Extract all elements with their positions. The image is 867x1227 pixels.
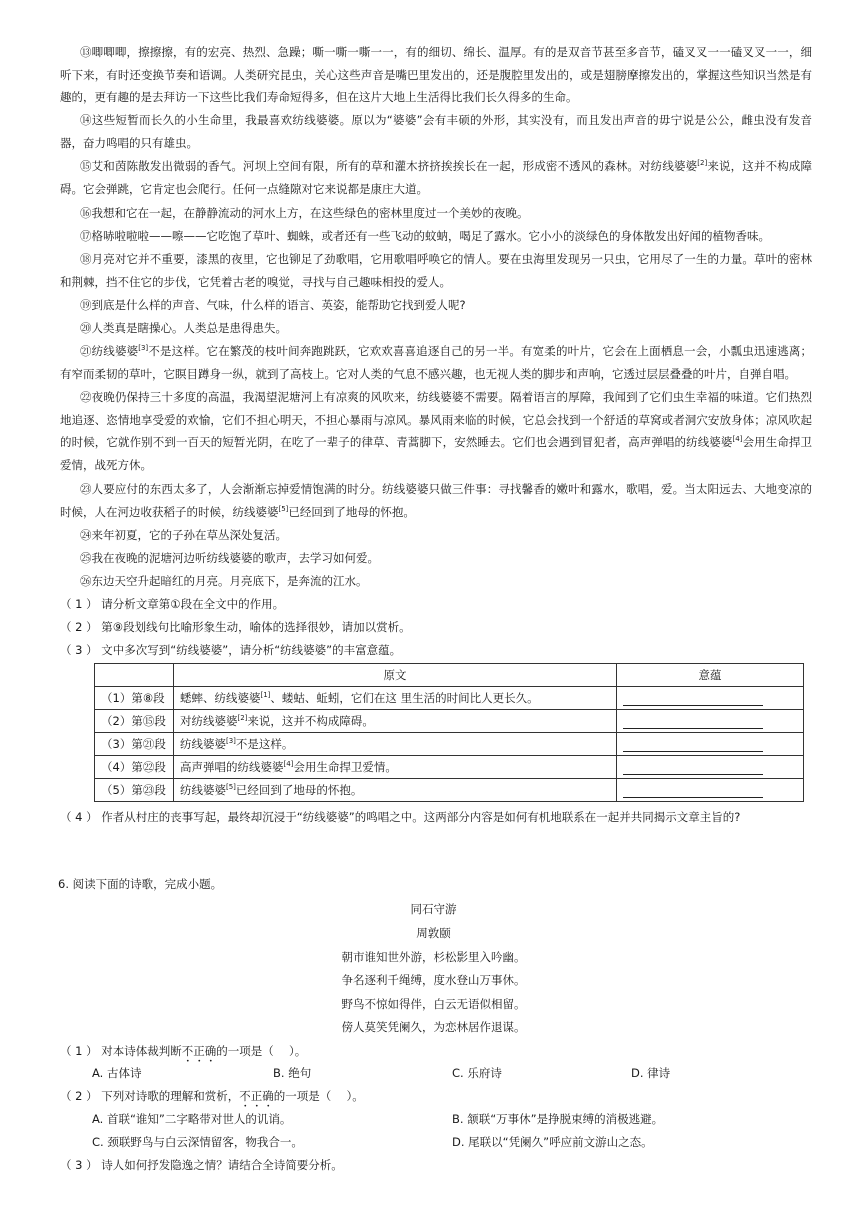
table-header-cell: 原文 <box>174 664 617 687</box>
paragraph-13: ⑬唧唧唧，擦擦擦，有的宏亮、热烈、急躁；嘶一嘶一嘶一一，有的细切、绵长、温厚。有的是双音节甚至多音节，磕叉叉一一磕叉叉一一，细听下来，有时还变换节奏和语调。人类研究昆虫，关心这些声音是嘴巴里发出的，还是腹腔里发出的，或是翅膀摩擦发出的，掌握这些知识当然是有趣的，更有趣的是去拜访一下这些比我们寿命短得多，但在这片大地上生活得比我们长久得多的生命。 <box>60 45 812 104</box>
paragraph-18: ⑱月亮对它并不重要，漆黑的夜里，它也铆足了劲歌唱，它用歌唱呼唤它的情人。要在虫海里发现另一只虫，它用尽了一生的力量。草叶的密林和荆棘，挡不住它的步伐，它凭着古老的嗅觉，寻找与自己趣味相投的爱人。 <box>60 252 812 289</box>
answer-blank-cell[interactable] <box>617 733 804 756</box>
paragraph-23: ㉓人要应付的东西太多了，人会渐渐忘掉爱情饱满的时分。纺线婆婆只做三件事：寻找馨香的嫩叶和露水，歌唱，爱。当太阳远去、大地变凉的时候，人在河边收获稻子的时候，纺线婆婆[5]已经回到了地母的怀抱。 <box>60 482 812 519</box>
poem-line: 朝市谁知世外游，杉松影里入吟幽。 <box>341 950 526 964</box>
row-text: 纺线婆婆[5]已经回到了地母的怀抱。 <box>174 779 617 802</box>
answer-blank[interactable] <box>623 760 763 775</box>
answer-blank[interactable] <box>623 737 763 752</box>
question-3: （ 3 ） 文中多次写到“纺线婆婆”，请分析“纺线婆婆”的丰富意蕴。 <box>60 643 402 657</box>
row-label: （4）第㉒段 <box>95 756 174 779</box>
option-a[interactable]: A. 古体诗 <box>92 1066 142 1080</box>
row-label: （2）第⑮段 <box>95 710 174 733</box>
table-row <box>95 687 804 710</box>
poem-line: 争名逐利千绳缚，度水登山万事休。 <box>341 973 526 987</box>
row-text: 对纺线婆婆[2]来说，这并不构成障碍。 <box>174 710 617 733</box>
row-text: 蟋蟀、纺线婆婆[1]、蝼蛄、蚯蚓，它们在这 里生活的时间比人更长久。 <box>174 687 617 710</box>
question-1: （ 1 ） 请分析文章第①段在全文中的作用。 <box>60 597 285 611</box>
row-label: （5）第㉓段 <box>95 779 174 802</box>
paragraph-24: ㉔来年初夏，它的子孙在草丛深处复活。 <box>80 528 287 542</box>
row-label: （3）第㉑段 <box>95 733 174 756</box>
paragraph-25: ㉕我在夜晚的泥塘河边听纺线婆婆的歌声，去学习如何爱。 <box>80 551 379 565</box>
table-row <box>95 733 804 756</box>
answer-blank-cell[interactable] <box>617 687 804 710</box>
option-a[interactable]: A. 首联“谁知”二字略带对世人的讥诮。 <box>92 1112 292 1126</box>
paragraph-14: ⑭这些短暂而长久的小生命里，我最喜欢纺线婆婆。原以为“婆婆”会有丰硕的外形，其实没有，而且发出声音的毋宁说是公公，雌虫没有发音器，奋力鸣唱的只有雄虫。 <box>60 113 812 150</box>
option-d[interactable]: D. 尾联以“凭阑久”呼应前文游山之态。 <box>452 1135 653 1149</box>
option-b[interactable]: B. 绝句 <box>273 1066 312 1080</box>
answer-blank[interactable] <box>623 691 763 706</box>
meaning-table <box>94 663 804 802</box>
section-6-heading: 6. 阅读下面的诗歌，完成小题。 <box>58 877 223 891</box>
poem-question-1: （ 1 ） 对本诗体裁判断不正确的一项是（ ）。 <box>60 1044 307 1058</box>
paragraph-17: ⑰格哧啦啦啦——嚓——它吃饱了草叶、蜘蛛，或者还有一些飞动的蚊蚋，喝足了露水。它小小的淡绿色的身体散发出好闻的植物香味。 <box>80 229 770 243</box>
option-c[interactable]: C. 乐府诗 <box>452 1066 502 1080</box>
row-text: 高声弹唱的纺线婆婆[4]会用生命捍卫爱情。 <box>174 756 617 779</box>
answer-blank-cell[interactable] <box>617 779 804 802</box>
option-c[interactable]: C. 颈联野鸟与白云深情留客，物我合一。 <box>92 1135 303 1149</box>
answer-blank-cell[interactable] <box>617 710 804 733</box>
paragraph-16: ⑯我想和它在一起，在静静流动的河水上方，在这些绿色的密林里度过一个美妙的夜晚。 <box>80 206 529 220</box>
answer-blank-cell[interactable] <box>617 756 804 779</box>
question-4: （ 4 ） 作者从村庄的丧事写起，最终却沉浸于“纺线婆婆”的鸣唱之中。这两部分内容是如何有机地联系在一起并共同揭示文章主旨的? <box>60 810 741 824</box>
paragraph-26: ㉖东边天空升起暗红的月亮。月亮底下，是奔流的江水。 <box>80 574 368 588</box>
poem-question-3: （ 3 ） 诗人如何抒发隐逸之情？请结合全诗简要分析。 <box>60 1158 343 1172</box>
row-text: 纺线婆婆[3]不是这样。 <box>174 733 617 756</box>
paragraph-15: ⑮艾和茵陈散发出微弱的香气。河坝上空间有限，所有的草和灌木挤挤挨挨长在一起，形成密不透风的森林。对纺线婆婆[2]来说，这并不构成障碍。它会弹跳，它肯定也会爬行。任何一点缝隙对它来说都是康庄大道。 <box>60 159 813 196</box>
answer-blank[interactable] <box>623 783 763 798</box>
table-header-row <box>95 664 804 687</box>
table-row <box>95 710 804 733</box>
paragraph-21: ㉑纺线婆婆[3]不是这样。它在繁茂的枝叶间奔跑跳跃，它欢欢喜喜追逐自己的另一半。有宽柔的叶片，它会在上面栖息一会，小瓢虫迅速逃离；有窄而柔韧的草叶，它瞑目蹲身一纵，就到了高枝上。它对人类的气息不感兴趣，也无视人类的脚步和声响，它透过层层叠叠的叶片，自弹自唱。 <box>60 344 813 381</box>
table-row <box>95 779 804 802</box>
row-label: （1）第⑧段 <box>95 687 174 710</box>
table-header-cell: 意蕴 <box>617 664 804 687</box>
table-row <box>95 756 804 779</box>
poem-line: 傍人莫笑凭阑久，为恋林居作退谋。 <box>341 1020 526 1034</box>
poem-question-2: （ 2 ） 下列对诗歌的理解和赏析，不正确的一项是（ ）。 <box>60 1089 364 1103</box>
poem-author: 周敦颐 <box>416 926 451 940</box>
paragraph-19: ⑲到底是什么样的声音、气味，什么样的语言、英姿，能帮助它找到爱人呢? <box>80 298 466 312</box>
option-b[interactable]: B. 颔联“万事休”是挣脱束缚的消极逃避。 <box>452 1112 664 1126</box>
answer-blank[interactable] <box>623 714 763 729</box>
table-header-cell <box>95 664 174 687</box>
option-d[interactable]: D. 律诗 <box>631 1066 671 1080</box>
question-2: （ 2 ） 第⑨段划线句比喻形象生动，喻体的选择很妙，请加以赏析。 <box>60 620 411 634</box>
poem-title: 同石守游 <box>410 902 457 916</box>
poem-line: 野鸟不惊如得伴，白云无语似相留。 <box>341 997 526 1011</box>
paragraph-20: ⑳人类真是瞎操心。人类总是患得患失。 <box>80 321 287 335</box>
paragraph-22: ㉒夜晚仍保持三十多度的高温，我渴望泥塘河上有凉爽的风吹来，纺线婆婆不需要。隔着语言的厚障，我闻到了它们虫生幸福的味道。它们热烈地追逐、恣情地享受爱的欢愉，它们不担心明天，不担心暴雨与凉风。暴风雨来临的时候，它总会找到一个舒适的草窝或者洞穴安放身体；凉风吹起的时候，它就作别不到一百天的短暂光阴，在吃了一辈子的律草、青蒿脚下，安然睡去。它们也会遇到冒犯者，高声弹唱的纺线婆婆[4]会用生命捍卫爱情，战死方休。 <box>60 390 813 472</box>
